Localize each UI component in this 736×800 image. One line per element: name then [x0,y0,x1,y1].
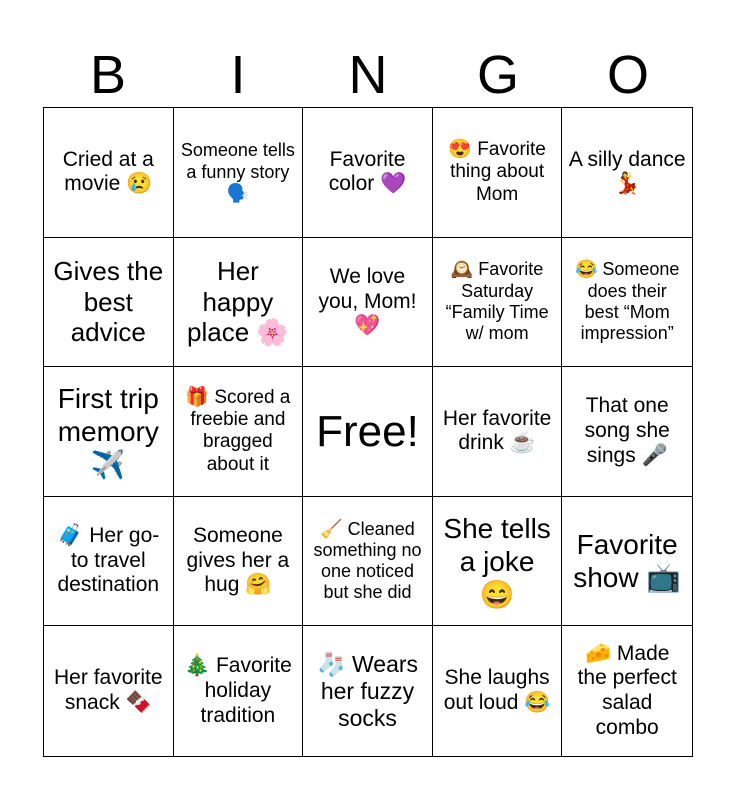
header-letter-n: N [348,45,388,105]
bingo-header [43,42,693,108]
bingo-cell[interactable]: She laughs out loud 😂 [433,626,563,756]
bingo-cell[interactable]: 🧀 Made the perfect salad combo [577,641,677,739]
bingo-cell[interactable]: 😂 Someone does their best “Mom impression” [562,238,692,368]
bingo-cell[interactable]: Someone gives her a hug 🤗 [174,497,304,627]
bingo-cell[interactable]: Cried at a movie 😢 [44,108,174,238]
bingo-cell[interactable]: Her favorite drink ☕ [433,367,563,497]
bingo-cell[interactable]: 🧳 Her go-to travel destination [44,497,174,627]
bingo-cell[interactable]: A silly dance 💃 [562,108,692,238]
bingo-cell[interactable]: Favorite color 💜 [303,108,433,238]
bingo-cell[interactable]: She tells a joke 😄 [433,497,563,627]
bingo-cell[interactable]: 😍 Favorite thing about Mom [433,108,563,238]
bingo-cell[interactable]: Her happy place 🌸 [174,238,304,368]
bingo-grid [43,107,693,757]
free-space[interactable]: Free! [303,367,433,497]
bingo-cell[interactable]: 🎄 Favorite holiday tradition [174,626,304,756]
bingo-cell[interactable]: 🎁 Scored a freebie and bragged about it [174,367,304,497]
bingo-cell[interactable]: Favorite show 📺 [562,497,692,627]
bingo-cell[interactable]: 🧦 Wears her fuzzy socks [303,626,433,756]
bingo-cell[interactable]: First trip memory ✈️ [44,367,174,497]
header-letter-o: O [606,45,649,105]
bingo-cell[interactable]: 🕰️ Favorite Saturday “Family Time w/ mom [433,238,563,368]
header-letter-g: G [476,45,519,105]
bingo-cell[interactable]: Gives the best advice [44,238,174,368]
bingo-cell[interactable]: Her favorite snack 🍫 [44,626,174,756]
header-letter-b: B [89,45,127,105]
bingo-cell[interactable]: We love you, Mom! 💖 [303,238,433,368]
bingo-cell[interactable]: That one song she sings 🎤 [562,367,692,497]
header-letter-i: I [230,45,246,105]
bingo-cell[interactable]: Someone tells a funny story 🗣️ [174,108,304,238]
bingo-cell[interactable]: 🧹 Cleaned something no one noticed but she did [303,497,433,627]
